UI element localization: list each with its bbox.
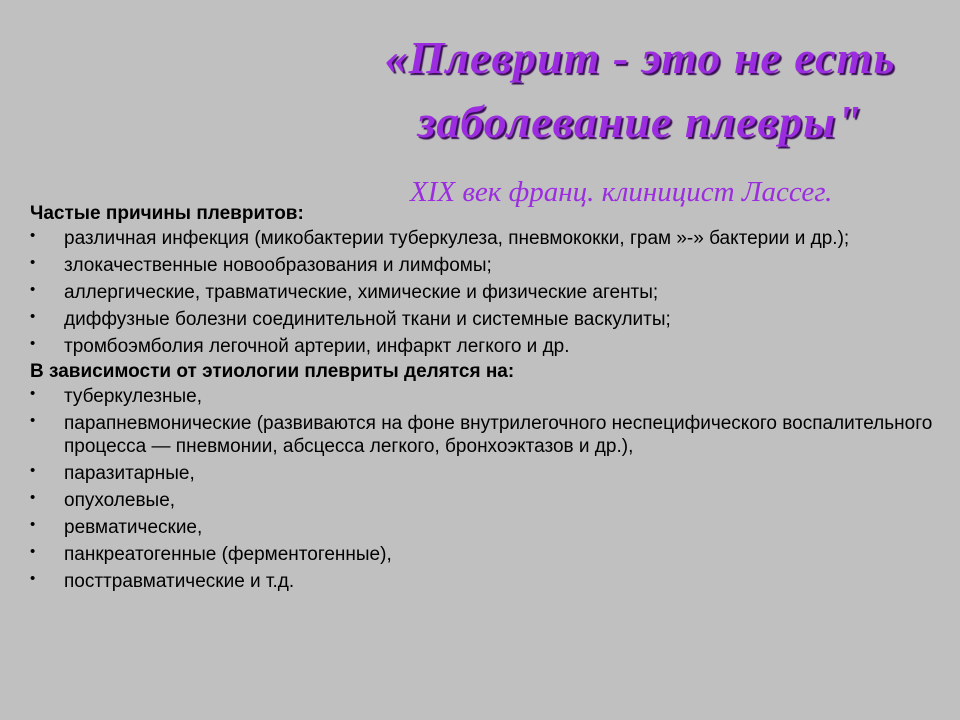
causes-list	[30, 227, 955, 358]
list-item	[30, 516, 955, 539]
bullet-icon: •	[30, 308, 36, 325]
causes-heading: Частые причины плевритов:	[30, 203, 304, 224]
bullet-icon: •	[30, 281, 36, 298]
list-item	[30, 462, 955, 485]
list-item	[30, 227, 955, 250]
bullet-icon: •	[30, 254, 36, 271]
list-item-text: различная инфекция (микобактерии туберкулеза, пневмококки, грам »-» бактерии и др.);	[64, 228, 850, 249]
list-item-text: посттравматические и т.д.	[64, 571, 295, 592]
list-item	[30, 412, 955, 458]
bullet-icon: •	[30, 412, 36, 429]
list-item-text: аллергические, травматические, химические и физические агенты;	[64, 282, 659, 303]
list-item	[30, 335, 955, 358]
slide-body	[30, 202, 955, 593]
bullet-icon: •	[30, 543, 36, 560]
quote-attribution: XIX век франц. клиницист Лассег.	[410, 176, 833, 208]
list-item-text: туберкулезные,	[64, 386, 202, 407]
etiology-heading: В зависимости от этиологии плевриты делятся на:	[30, 361, 515, 382]
list-item	[30, 570, 955, 593]
bullet-icon: •	[30, 385, 36, 402]
list-item	[30, 385, 955, 408]
etiology-list	[30, 385, 955, 593]
list-item	[30, 543, 955, 566]
list-item	[30, 489, 955, 512]
list-item-text: опухолевые,	[64, 490, 176, 511]
list-item-text: панкреатогенные (ферментогенные),	[64, 544, 392, 565]
bullet-icon: •	[30, 489, 36, 506]
bullet-icon: •	[30, 335, 36, 352]
bullet-icon: •	[30, 227, 36, 244]
list-item-text: парапневмонические (развиваются на фоне внутрилегочного неспецифического воспалительного процесса — пневмонии, абсцесса легкого, бронхоэктазов и др.),	[64, 413, 933, 457]
list-item-text: злокачественные новообразования и лимфомы;	[64, 255, 492, 276]
list-item-text: паразитарные,	[64, 463, 195, 484]
list-item	[30, 281, 955, 304]
bullet-icon: •	[30, 516, 36, 533]
list-item	[30, 308, 955, 331]
slide-title-line-2: заболевание плевры"	[417, 96, 863, 147]
list-item-text: ревматические,	[64, 517, 203, 538]
list-item	[30, 254, 955, 277]
list-item-text: диффузные болезни соединительной ткани и системные васкулиты;	[64, 309, 671, 330]
bullet-icon: •	[30, 462, 36, 479]
slide-title	[340, 26, 940, 154]
list-item-text: тромбоэмболия легочной артерии, инфаркт легкого и др.	[64, 336, 570, 357]
slide-title-line-1: «Плеврит - это не есть	[384, 32, 896, 83]
bullet-icon: •	[30, 570, 36, 587]
